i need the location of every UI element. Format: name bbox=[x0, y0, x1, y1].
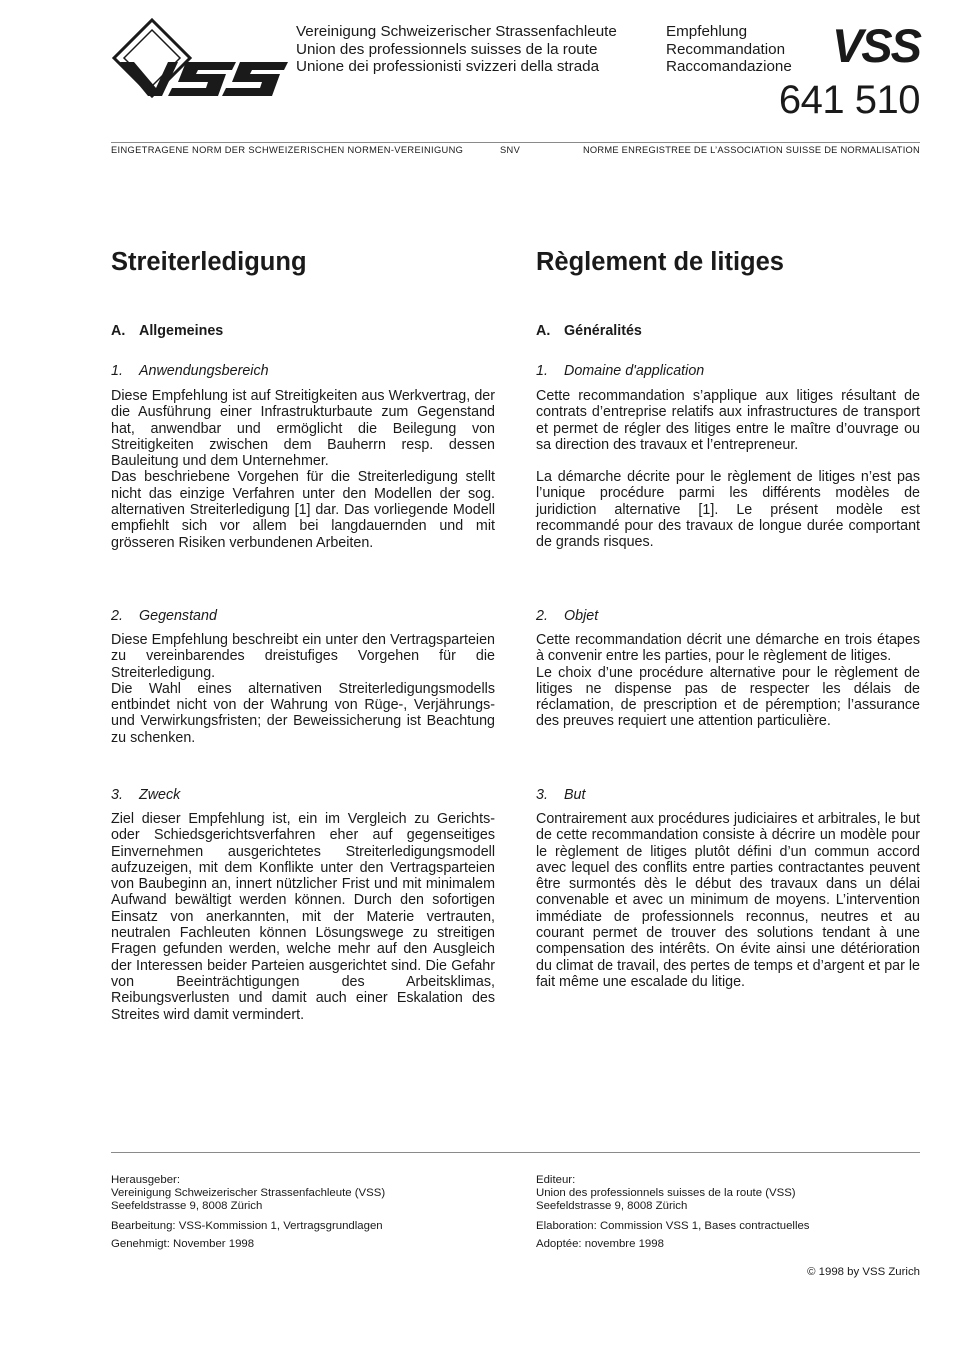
subsection-1-body-fr-2 bbox=[536, 469, 920, 550]
publisher-name: Vereinigung Schweizerischer Strassenfachleute (VSS) bbox=[111, 1187, 386, 1200]
document-type bbox=[666, 23, 792, 76]
footer-editing-de: Bearbeitung: VSS-Kommission 1, Vertragsgrundlagen bbox=[111, 1220, 383, 1232]
footer-editing-fr: Elaboration: Commission VSS 1, Bases contractuelles bbox=[536, 1220, 810, 1232]
publisher-address: Seefeldstrasse 9, 8008 Zürich bbox=[111, 1200, 263, 1213]
subsection-1-body-fr bbox=[536, 388, 920, 453]
org-name-fr: Union des professionnels suisses de la route bbox=[296, 40, 598, 58]
subsection-title: But bbox=[564, 787, 586, 803]
subsection-number: 1. bbox=[536, 363, 548, 379]
subsection-number: 2. bbox=[111, 608, 123, 624]
paragraph: La démarche décrite pour le règlement de litiges n’est pas l’unique procédure parmi les différents modèles de juridiction alternative [1]. Le présent modèle est recommandé pour des travaux de longue durée comportant de grands risques. bbox=[536, 469, 920, 551]
type-fr: Recommandation bbox=[666, 40, 786, 58]
subsection-title: Anwendungsbereich bbox=[139, 363, 269, 379]
section-title-fr: Généralités bbox=[564, 323, 642, 339]
subsection-1-body-de bbox=[111, 388, 495, 551]
header-divider bbox=[111, 142, 920, 143]
snv-note-fr: NORME ENREGISTREE DE L’ASSOCIATION SUISSE DE NORMALISATION bbox=[582, 145, 920, 155]
section-heading-fr bbox=[536, 322, 920, 340]
vss-logo-icon bbox=[108, 18, 290, 102]
subsection-3-heading-de bbox=[111, 786, 495, 804]
org-name-de: Vereinigung Schweizerischer Strassenfachleute bbox=[296, 23, 617, 40]
footer-publisher-de bbox=[111, 1174, 385, 1214]
subsection-title: Gegenstand bbox=[139, 608, 217, 624]
section-label-fr: A. bbox=[536, 323, 551, 339]
publisher-name: Union des professionnels suisses de la route (VSS) bbox=[536, 1187, 796, 1200]
paragraph: Contrairement aux procédures judiciaires et arbitrales, le but de cette recommandation consiste à décrire un modèle pour le règlement de litiges plutôt défini d’un commun accord avec lequel des conflits entre parties contractantes peuvent être surmontés dès le début des travaux dans un délai convenable et avec un minimum de moyens. L’intervention immédiate de professionnels reconnus, neutres et au courant permet de trouver des solutions tendant à une compensation des intérêts. On évite ainsi une détérioration du climat de travail, des pertes de temps et d’argent et par le fait même une escalade du litige. bbox=[536, 811, 920, 990]
publisher-label: Herausgeber: bbox=[111, 1174, 181, 1186]
subsection-title: Zweck bbox=[139, 787, 181, 803]
copyright: © 1998 by VSS Zurich bbox=[807, 1266, 920, 1278]
subsection-title: Domaine d'application bbox=[564, 363, 705, 379]
paragraph: Diese Empfehlung beschreibt ein unter den Vertragsparteien zu vereinbarendes dreistufiges Vorgehen für die Streiterledigung. bbox=[111, 632, 495, 681]
subsection-3-body-fr bbox=[536, 811, 920, 990]
page-title-de: Streiterledigung bbox=[111, 248, 307, 276]
footer-approved-de: Genehmigt: November 1998 bbox=[111, 1238, 255, 1250]
paragraph: Cette recommandation s’applique aux litiges résultant de contrats d’entreprise relatifs aux infrastructures de transport et permet de régler des litiges entre le maître d’ouvrage ou sa direction des travaux et l’entrepreneur. bbox=[536, 388, 920, 453]
section-title-de: Allgemeines bbox=[139, 323, 224, 339]
snv-note-de: EINGETRAGENE NORM DER SCHWEIZERISCHEN NORMEN-VEREINIGUNG bbox=[111, 145, 464, 155]
subsection-2-heading-de bbox=[111, 607, 495, 625]
paragraph: Le choix d’une procédure alternative pour le règlement de litiges ne dispense pas de respecter les délais de réclamation, de prescription et de péremption; l’assurance des preuves requiert une attention particulière. bbox=[536, 664, 920, 730]
brand-text: VSS bbox=[831, 22, 920, 68]
footer-approved-fr: Adoptée: novembre 1998 bbox=[536, 1238, 664, 1250]
subsection-1-heading-fr bbox=[536, 362, 920, 380]
type-it: Raccomandazione bbox=[666, 58, 792, 75]
section-label-de: A. bbox=[111, 323, 126, 339]
page-title-fr: Règlement de litiges bbox=[536, 248, 784, 276]
subsection-number: 3. bbox=[111, 787, 123, 803]
paragraph: Das beschriebene Vorgehen für die Streiterledigung stellt nicht das einzige Verfahren unter den Modellen der sog. alternativen Streiterledigung [1] dar. Das vorliegende Modell empfiehlt sich vor allem bei langdauernden und mit grösseren Risiken verbundenen Arbeiten. bbox=[111, 469, 495, 551]
paragraph: Diese Empfehlung ist auf Streitigkeiten aus Werkvertrag, der die Ausführung einer Infrastrukturbaute zum Gegenstand hat, anwendbar und ermöglicht die Beilegung von Streitigkeiten zwischen dem Bauherrn resp. dessen Bauleitung und dem Unternehmer. bbox=[111, 388, 495, 470]
publisher-label: Editeur: bbox=[536, 1174, 576, 1186]
subsection-2-body-fr bbox=[536, 632, 920, 730]
footer-divider bbox=[111, 1152, 920, 1153]
paragraph: Cette recommandation décrit une démarche en trois étapes à convenir entre les parties, pour le règlement de litiges. bbox=[536, 632, 920, 665]
document-number: 641 510 bbox=[778, 78, 920, 122]
snv-abbreviation: SNV bbox=[500, 145, 521, 155]
subsection-3-body-de bbox=[111, 811, 495, 1023]
subsection-number: 3. bbox=[536, 787, 548, 803]
subsection-3-heading-fr bbox=[536, 786, 920, 804]
section-heading-de bbox=[111, 322, 495, 340]
subsection-1-heading-de bbox=[111, 362, 495, 380]
organisation-names bbox=[296, 23, 617, 76]
subsection-number: 1. bbox=[111, 363, 123, 379]
subsection-2-heading-fr bbox=[536, 607, 920, 625]
footer-publisher-fr bbox=[536, 1174, 796, 1214]
paragraph: Die Wahl eines alternativen Streiterledigungsmodells entbindet nicht von der Wahrung von Rüge-, Verjährungs- und Verwirkungsfristen; der Beweissicherung ist Beachtung zu schenken. bbox=[111, 680, 495, 746]
org-name-it: Unione dei professionisti svizzeri della strada bbox=[296, 58, 600, 75]
subsection-2-body-de bbox=[111, 632, 495, 746]
publisher-address: Seefeldstrasse 9, 8008 Zürich bbox=[536, 1200, 688, 1213]
subsection-number: 2. bbox=[536, 608, 548, 624]
subsection-title: Objet bbox=[564, 608, 599, 624]
paragraph: Ziel dieser Empfehlung ist, ein im Vergleich zu Gerichts- oder Schiedsgerichtsverfahren eher auf gegenseitiges Einvernehmen ausgerichtetes Streiterledigungsmodell aufzuzeigen, mit dem Konflikte unter den Vertragsparteien von Baubeginn an, innert nützlicher Frist und mit minimalem Aufwand bewältigt werden können. Durch den sofortigen Einsatz von anerkannten, mit der Materie vertrauten, neutralen Fachleuten können Lösungswege zu streitigen Fragen gefunden werden, welche mehr auf den Ausgleich der Interessen beider Parteien ausgerichtet sind. Die Gefahr von Beeinträchtigungen des Arbeitsklimas, Reibungsverlusten und damit auch einer Eskalation des Streites wird damit vermindert. bbox=[111, 811, 495, 1023]
vss-brand-mark bbox=[804, 22, 922, 68]
type-de: Empfehlung bbox=[666, 23, 748, 40]
